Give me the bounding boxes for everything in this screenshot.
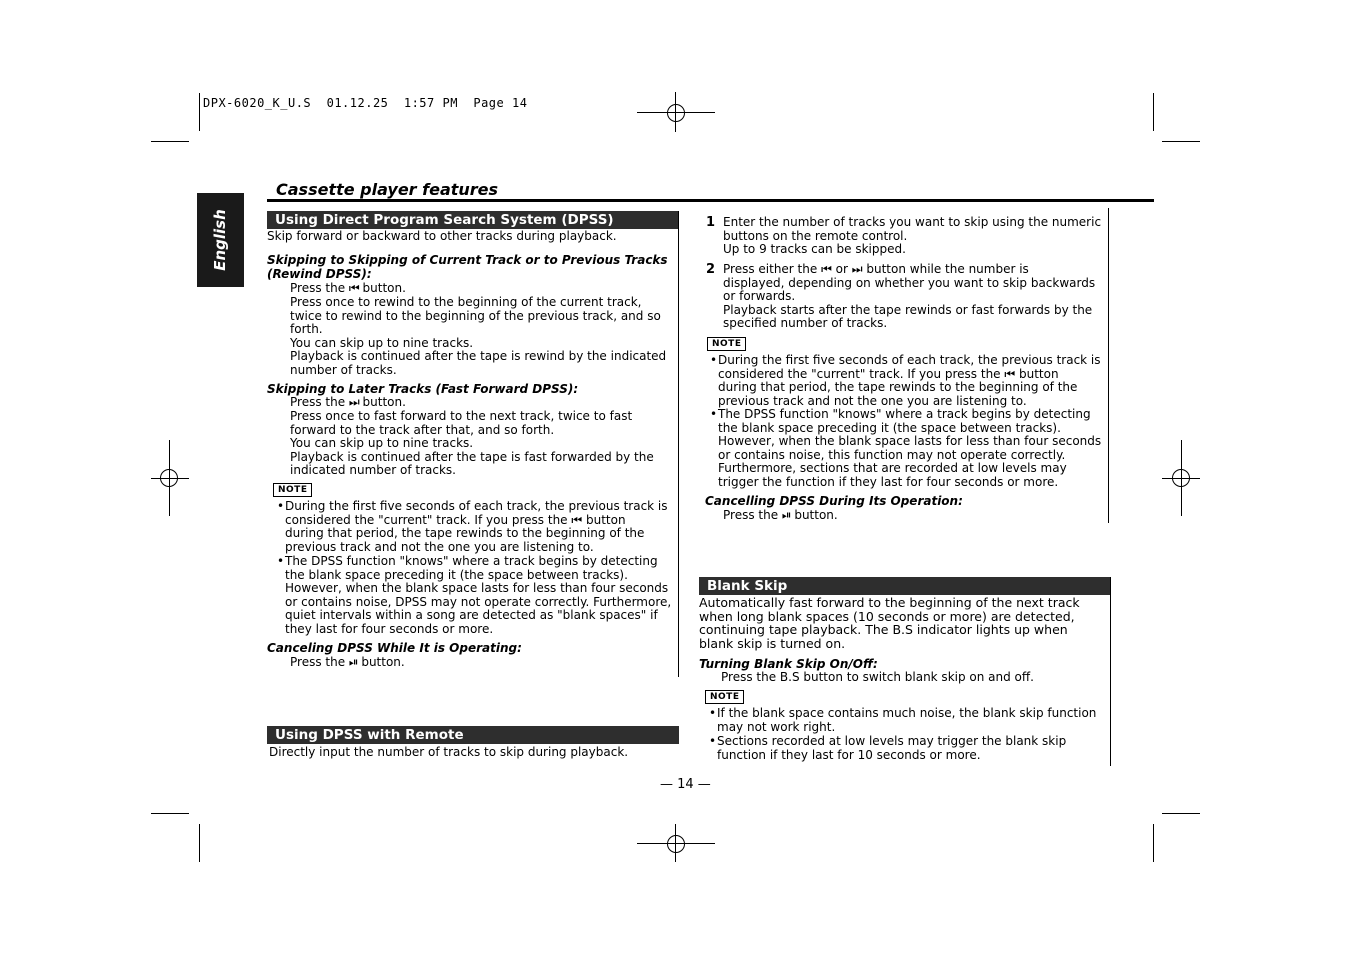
note-bullet: • The DPSS function "knows" where a track begins by detecting the blank space preceding it (the space between tracks). However, when the blank space lasts for less than four seconds or contains noise, DPSS may not operate correctly. Furthermore, quiet intervals within a song are detected as "blank spaces" if they last for four seconds or more. — [277, 554, 672, 636]
note-bullet: • The DPSS function "knows" where a track begins by detecting the blank space preceding it (the space between tracks). However, when the blank space lasts for less than four seconds or contains noise, this function may not operate correctly. Furthermore, sections that are recorded at low levels may trigger the function if they last for four seconds or more. — [710, 407, 1102, 489]
note-bullet: • During the first five seconds of each track, the previous track is considered the "current" track. If you press the ⏮ button during that period, the tape rewinds to the beginning of the previous track and not the one you are listening to. — [277, 499, 668, 554]
step-text: Press either the ⏮ or ⏭ button while the number is displayed, depending on whether you want to skip backwards or forwards. Playback starts after the tape rewinds or fast forwards by the specified number of tracks. — [723, 262, 1096, 331]
rewind-press-line: Press the ⏮ button. — [290, 281, 406, 295]
note-label: NOTE — [273, 483, 312, 497]
print-info: DPX-6020_K_U.S 01.12.25 1:57 PM Page 14 — [203, 96, 528, 110]
rewind-icon: ⏮ — [348, 281, 359, 295]
column-divider — [1108, 208, 1109, 523]
note-bullet: • Sections recorded at low levels may trigger the blank skip function if they last for 10 seconds or more. — [709, 734, 1067, 762]
step-text: Enter the number of tracks you want to skip using the numeric buttons on the remote control. Up to 9 tracks can be skipped. — [723, 215, 1102, 257]
rewind-line: number of tracks. — [290, 363, 397, 377]
blank-skip-heading: Blank Skip — [699, 577, 1111, 595]
remote-intro: Directly input the number of tracks to skip during playback. — [269, 745, 629, 759]
column-divider — [1110, 577, 1111, 766]
page-title: Cassette player features — [276, 180, 499, 199]
play-pause-icon: ⏯ — [348, 655, 358, 669]
ff-line: indicated number of tracks. — [290, 463, 456, 478]
cancel-heading: Cancelling DPSS During Its Operation: — [705, 494, 963, 508]
play-pause-icon: ⏯ — [781, 508, 791, 522]
note-label: NOTE — [705, 690, 744, 704]
note-label: NOTE — [707, 337, 746, 351]
fast-forward-icon: ⏭ — [348, 395, 359, 409]
cancel-press-line: Press the ⏯ button. — [290, 655, 405, 669]
language-tab-label: English — [211, 209, 229, 271]
dpss-intro: Skip forward or backward to other tracks during playback. — [267, 229, 617, 243]
ff-line: You can skip up to nine tracks. — [290, 436, 474, 451]
cancel-heading: Canceling DPSS While It is Operating: — [267, 641, 522, 655]
note-bullet: • If the blank space contains much noise, the blank skip function may not work right. — [709, 706, 1097, 734]
ff-press-line: Press the ⏭ button. — [290, 395, 406, 409]
rewind-heading-line2: (Rewind DPSS): — [267, 267, 372, 281]
cancel-press-line: Press the ⏯ button. — [723, 508, 838, 522]
blank-skip-intro: Automatically fast forward to the beginning of the next track when long blank spaces (10 seconds or more) are detected, continuing tape playback. The B.S indicator lights up when blank skip is turned on. — [699, 595, 1080, 651]
dpss-heading: Using Direct Program Search System (DPSS) — [267, 211, 679, 229]
rewind-line: Playback is continued after the tape is rewind by the indicated — [290, 349, 667, 364]
rewind-line: Press once to rewind to the beginning of the current track, — [290, 295, 642, 309]
ff-line: Press once to fast forward to the next track, twice to fast — [290, 409, 633, 423]
rewind-line: forth. — [290, 322, 323, 337]
rewind-heading-line1: Skipping to Skipping of Current Track or to Previous Tracks — [267, 253, 668, 267]
ff-heading: Skipping to Later Tracks (Fast Forward DPSS): — [267, 382, 579, 396]
title-rule — [267, 199, 1154, 202]
note-bullet: • During the first five seconds of each track, the previous track is considered the "current" track. If you press the ⏮ button during that period, the tape rewinds to the beginning of the previous track and not the one you are listening to. — [710, 353, 1101, 408]
column-divider — [678, 211, 679, 677]
blank-skip-toggle-text: Press the B.S button to switch blank skip on and off. — [721, 670, 1034, 684]
page-number: — 14 — — [660, 777, 711, 792]
rewind-line: twice to rewind to the beginning of the previous track, and so — [290, 308, 661, 323]
rewind-line: You can skip up to nine tracks. — [290, 335, 474, 350]
blank-skip-toggle-heading: Turning Blank Skip On/Off: — [699, 657, 878, 671]
remote-heading: Using DPSS with Remote — [267, 726, 679, 744]
ff-line: Playback is continued after the tape is fast forwarded by the — [290, 449, 654, 464]
step-number: 1 — [706, 215, 716, 230]
step-number: 2 — [706, 262, 716, 277]
ff-line: forward to the track after that, and so forth. — [290, 422, 555, 437]
